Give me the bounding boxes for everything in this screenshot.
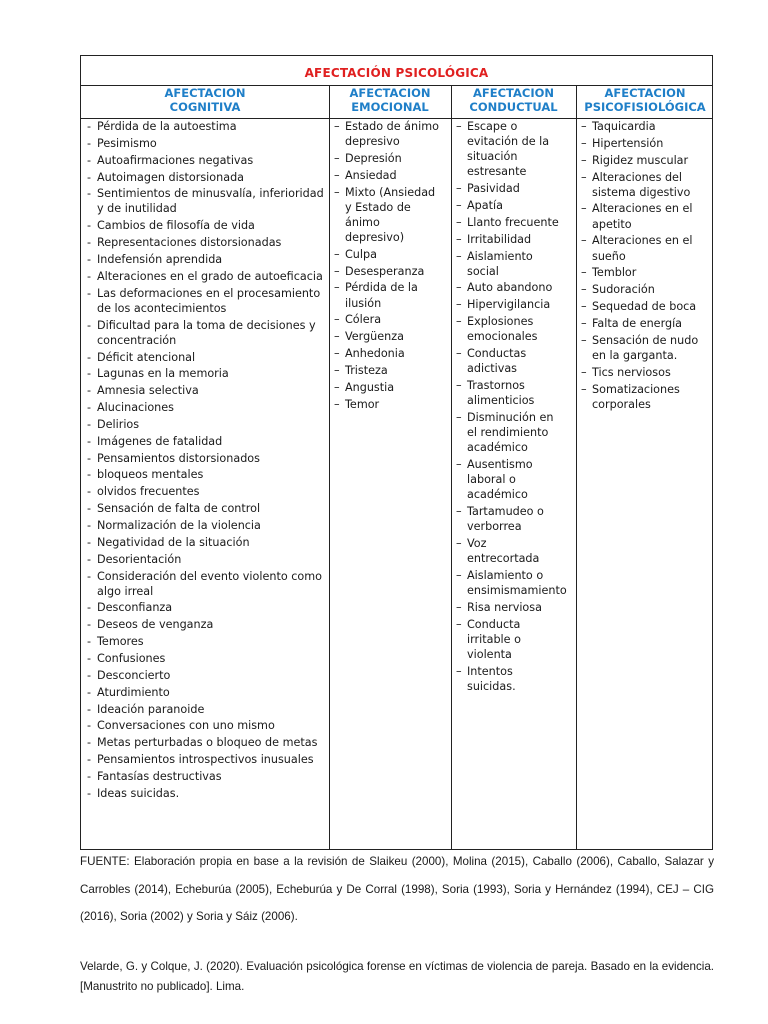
list-item: - Fantasías destructivas <box>83 769 326 784</box>
list-item: - Representaciones distorsionadas <box>83 235 326 250</box>
list-item: – Alteraciones del sistema digestivo <box>578 170 706 200</box>
list-item: – Conducta irritable o violenta <box>453 617 561 662</box>
list-item: – Depresión <box>331 151 439 166</box>
list-item: - Aturdimiento <box>83 685 326 700</box>
list-item: - Pérdida de la autoestima <box>83 119 326 134</box>
list-item: – Temblor <box>578 265 706 280</box>
list-cognitiva <box>83 119 326 803</box>
list-item: - Pensamientos distorsionados <box>83 451 326 466</box>
list-item: – Ansiedad <box>331 168 439 183</box>
list-item: – Llanto frecuente <box>453 215 561 230</box>
reference-note: Velarde, G. y Colque, J. (2020). Evaluación psicológica forense en víctimas de violencia de pareja. Basado en la evidencia. [Manustrito no publicado]. Lima. <box>80 960 714 993</box>
list-item: - Desconfianza <box>83 600 326 615</box>
list-item: - Alteraciones en el grado de autoeficacia <box>83 269 326 284</box>
header-conductual: AFECTACION CONDUCTUAL <box>469 86 558 114</box>
list-item: – Angustia <box>331 380 439 395</box>
list-psicofisiologica <box>578 119 706 413</box>
list-item: – Intentos suicidas. <box>453 664 561 694</box>
list-item: - Pensamientos introspectivos inusuales <box>83 752 326 767</box>
list-item: – Hipertensión <box>578 136 706 151</box>
list-item: – Sequedad de boca <box>578 299 706 314</box>
list-item: – Rigidez muscular <box>578 153 706 168</box>
list-item: - Temores <box>83 634 326 649</box>
list-item: - Déficit atencional <box>83 350 326 365</box>
column-divider <box>451 85 452 849</box>
list-item: – Tartamudeo o verborrea <box>453 504 561 534</box>
list-item: – Alteraciones en el sueño <box>578 233 706 263</box>
list-item: - Normalización de la violencia <box>83 518 326 533</box>
list-item: – Disminución en el rendimiento académico <box>453 410 561 455</box>
list-item: – Irritabilidad <box>453 232 561 247</box>
list-item: – Alteraciones en el apetito <box>578 201 706 231</box>
list-item: – Risa nerviosa <box>453 600 561 615</box>
list-item: - Sensación de falta de control <box>83 501 326 516</box>
header-cognitiva: AFECTACION COGNITIVA <box>164 86 246 114</box>
list-item: - Desconcierto <box>83 668 326 683</box>
list-item: – Vergüenza <box>331 329 439 344</box>
list-item: – Estado de ánimo depresivo <box>331 119 439 149</box>
list-item: - Autoafirmaciones negativas <box>83 153 326 168</box>
column-divider <box>576 85 577 849</box>
list-item: - olvidos frecuentes <box>83 484 326 499</box>
list-item: – Mixto (Ansiedad y Estado de ánimo depresivo) <box>331 185 439 245</box>
list-item: - Negatividad de la situación <box>83 535 326 550</box>
list-item: - Dificultad para la toma de decisiones y concentración <box>83 318 326 348</box>
list-item: – Auto abandono <box>453 280 561 295</box>
list-item: – Sudoración <box>578 282 706 297</box>
list-item: – Culpa <box>331 247 439 262</box>
list-item: - Cambios de filosofía de vida <box>83 218 326 233</box>
list-item: - Delirios <box>83 417 326 432</box>
header-emocional: AFECTACION EMOCIONAL <box>349 86 431 114</box>
source-note: FUENTE: Elaboración propia en base a la revisión de Slaikeu (2000), Molina (2015), Caballo (2006), Caballo, Salazar y Carrobles (2014), Echeburúa (2005), Echeburúa y De Corral (1998), Soria (1993), Soria y Hernández (1994), CEJ – CIG (2016), Soria (2002) y Soria y Sáiz (2006). <box>80 855 714 923</box>
list-item: - Conversaciones con uno mismo <box>83 718 326 733</box>
list-item: – Sensación de nudo en la garganta. <box>578 333 706 363</box>
list-item: – Explosiones emocionales <box>453 314 561 344</box>
list-item: - Pesimismo <box>83 136 326 151</box>
list-item: - Alucinaciones <box>83 400 326 415</box>
list-item: – Anhedonia <box>331 346 439 361</box>
column-divider <box>329 85 330 849</box>
list-item: – Taquicardia <box>578 119 706 134</box>
list-item: - bloqueos mentales <box>83 467 326 482</box>
list-item: – Tics nerviosos <box>578 365 706 380</box>
list-item: – Conductas adictivas <box>453 346 561 376</box>
list-item: – Desesperanza <box>331 264 439 279</box>
list-item: – Trastornos alimenticios <box>453 378 561 408</box>
list-item: – Apatía <box>453 198 561 213</box>
list-item: – Cólera <box>331 312 439 327</box>
list-item: – Somatizaciones corporales <box>578 382 706 412</box>
list-item: - Desorientación <box>83 552 326 567</box>
list-item: - Ideación paranoide <box>83 702 326 717</box>
list-conductual <box>453 119 567 696</box>
header-psicofisiologica: AFECTACION PSICOFISIOLÓGICA <box>584 86 706 114</box>
list-emocional <box>331 119 439 413</box>
list-item: - Indefensión aprendida <box>83 252 326 267</box>
list-item: – Tristeza <box>331 363 439 378</box>
list-item: - Autoimagen distorsionada <box>83 170 326 185</box>
list-item: - Imágenes de fatalidad <box>83 434 326 449</box>
list-item: – Aislamiento o ensimismamiento <box>453 568 561 598</box>
list-item: - Amnesia selectiva <box>83 383 326 398</box>
list-item: – Hipervigilancia <box>453 297 561 312</box>
list-item: - Confusiones <box>83 651 326 666</box>
list-item: – Falta de energía <box>578 316 706 331</box>
psychological-impact-table <box>80 55 713 850</box>
list-item: - Lagunas en la memoria <box>83 366 326 381</box>
list-item: – Temor <box>331 397 439 412</box>
list-item: – Ausentismo laboral o académico <box>453 457 561 502</box>
list-item: – Escape o evitación de la situación estresante <box>453 119 561 179</box>
list-item: - Las deformaciones en el procesamiento de los acontecimientos <box>83 286 326 316</box>
list-item: - Ideas suicidas. <box>83 786 326 801</box>
list-item: - Deseos de venganza <box>83 617 326 632</box>
table-title: AFECTACIÓN PSICOLÓGICA <box>304 66 489 80</box>
list-item: - Metas perturbadas o bloqueo de metas <box>83 735 326 750</box>
list-item: – Pasividad <box>453 181 561 196</box>
list-item: – Aislamiento social <box>453 249 561 279</box>
list-item: – Voz entrecortada <box>453 536 561 566</box>
list-item: - Consideración del evento violento como algo irreal <box>83 569 326 599</box>
list-item: – Pérdida de la ilusión <box>331 280 439 310</box>
list-item: - Sentimientos de minusvalía, inferioridad y de inutilidad <box>83 186 326 216</box>
